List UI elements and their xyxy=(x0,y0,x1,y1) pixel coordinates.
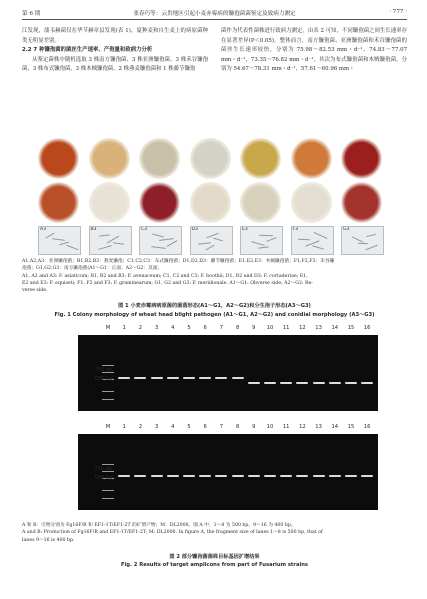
note-line: A and B: Production of Fg16F/R and EF1-1T/EF1-2T; M: DL2000. In figure A, the fragment size of lanes 1～8 is 500 bp, that of xyxy=(22,530,323,536)
panel-label: E3 xyxy=(242,227,248,232)
lane-label: 6 xyxy=(203,424,207,430)
panel-label: A2 xyxy=(35,180,43,186)
panel-label: F3 xyxy=(292,227,298,232)
amplicon-band xyxy=(167,377,179,379)
lane-label: 9 xyxy=(252,424,256,430)
figure-1-colony-panels xyxy=(35,136,390,254)
ladder-band xyxy=(102,498,114,499)
panel-label: A1 xyxy=(35,136,43,142)
note-line: A 和 B：引物分别为 Fg16F/R 和 EF1-1T/EF1-2T 的扩增产物；M：DL2000。图 A 中，1～8 为 500 bp，9～16 为 400 bp。 xyxy=(22,523,296,528)
gel-a-marker-750: 750 bp xyxy=(94,367,112,373)
lane-label: 12 xyxy=(299,325,306,331)
figure-1-note xyxy=(22,258,407,294)
conidia-micrograph xyxy=(89,226,132,255)
amplicon-band xyxy=(134,475,146,477)
lane-label: 1 xyxy=(122,424,126,430)
ladder-band xyxy=(102,391,114,392)
body-column-right xyxy=(221,27,407,75)
lane-label: 12 xyxy=(299,424,306,430)
lane-label: 5 xyxy=(187,424,191,430)
amplicon-band xyxy=(264,475,276,477)
gel-b-lane-labels xyxy=(78,424,378,432)
conidium xyxy=(365,245,378,251)
panel-label: E2 xyxy=(237,180,244,186)
conidium xyxy=(266,237,277,242)
colony-dish xyxy=(136,180,180,223)
ladder-band xyxy=(102,490,114,491)
amplicon-band xyxy=(232,475,244,477)
lane-label: 7 xyxy=(219,325,224,331)
lane-label: 11 xyxy=(282,325,290,331)
panel-label: B2 xyxy=(85,180,93,186)
amplicon-band xyxy=(118,475,130,477)
gel-b-image xyxy=(78,434,378,510)
conidia-micrograph xyxy=(240,226,283,255)
panel-label: G3 xyxy=(343,227,350,232)
lane-label: 14 xyxy=(331,325,339,331)
amplicon-band xyxy=(280,475,292,477)
colony-dish xyxy=(186,180,231,223)
amplicon-band xyxy=(313,475,325,477)
conidia-micrograph xyxy=(341,226,384,255)
panel-label: F1 xyxy=(287,136,295,142)
amplicon-band xyxy=(296,475,308,477)
lane-label: 3 xyxy=(154,325,159,331)
colony-dish xyxy=(338,136,382,179)
conidia-micrograph xyxy=(190,226,233,255)
conidium xyxy=(159,238,174,241)
amplicon-band xyxy=(199,377,211,379)
note-line: E2 and E3: F. equiseti; F1, F2 and F3: F. graminearum; G1, G2 and G3: F. meridionale. A1～G1: Obverse side; A2～G2: Re- xyxy=(22,280,313,286)
amplicon-band xyxy=(167,475,179,477)
colony-dish xyxy=(35,136,79,179)
amplicon-band xyxy=(296,382,308,384)
panel-label: E1 xyxy=(237,136,244,142)
amplicon-band xyxy=(345,475,357,477)
lane-label-marker: M xyxy=(105,325,111,331)
amplicon-band xyxy=(361,475,373,477)
conidium xyxy=(259,235,273,237)
figure-2-note xyxy=(22,522,407,544)
figure-2-caption-en: Fig. 2 Results of target amplicons from part of Fusarium strains xyxy=(120,562,309,568)
conidium xyxy=(297,239,309,241)
page-number: · 777 · xyxy=(389,9,407,15)
conidia-micrograph xyxy=(139,226,182,255)
paragraph: 菌作为代表性菌株进行致病力测定。由表 2 可知，不同镰孢菌之间生长速率存在显著差异(P＜0.05)。整体而言，南方镰孢菌、亚洲镰孢菌和禾谷镰孢菌的菌丝生长速率较快，分别为 75.98～82.53 mm・d⁻¹、74.83～77.07 mm・d⁻¹、73.35～76.82 mm・d⁻¹，其次为布式镰孢菌和木贼镰孢菌，分别为 54.67～78.31 mm・d⁻¹、57.61～60.96 mm・ xyxy=(221,28,407,73)
lane-label: 9 xyxy=(252,325,256,331)
figure-1-caption-en: Fig. 1 Colony morphology of wheat head blight pathogen (A1～G1, A2～G2) and conidial morphology (A3～G3) xyxy=(54,312,375,318)
lane-label: 3 xyxy=(154,424,159,430)
gel-a-marker-500: 500 bp xyxy=(94,376,112,382)
panel-label: D2 xyxy=(186,180,195,186)
colony-dish xyxy=(287,136,332,179)
lane-label: 4 xyxy=(171,424,175,430)
panel-label: D1 xyxy=(186,136,195,142)
amplicon-band xyxy=(151,475,163,477)
conidium xyxy=(313,232,327,239)
lane-label: 16 xyxy=(363,424,371,430)
colony-dish xyxy=(85,180,130,223)
gel-b-marker-500: 500 bp xyxy=(94,475,112,481)
panel-label: B1 xyxy=(85,136,93,142)
amplicon-band xyxy=(248,475,260,477)
lane-label: 7 xyxy=(219,424,224,430)
colony-dish xyxy=(136,136,180,179)
amplicon-band xyxy=(199,475,211,477)
amplicon-band xyxy=(329,475,341,477)
lane-label: 4 xyxy=(171,325,175,331)
conidium xyxy=(167,240,178,247)
conidium xyxy=(213,238,223,242)
gel-a-lane-labels xyxy=(78,325,378,333)
running-header xyxy=(22,9,407,20)
lane-label: 13 xyxy=(315,424,322,430)
gel-a-image xyxy=(78,335,378,411)
lane-label: 2 xyxy=(138,424,143,430)
paragraph: 江发现，蒲韦赫菌仅在华节赫章县发现(表 1)，夏种麦和自生麦上的病原菌种类无明显差别。 xyxy=(22,28,208,44)
lane-label: 13 xyxy=(315,325,322,331)
conidium xyxy=(66,245,79,251)
figure-1-caption-cn: 图 1 小麦赤霉病病原菌的菌落形态(A1～G1，A2～G2)和分生孢子形态(A3～G3) xyxy=(118,303,311,309)
lane-label: 16 xyxy=(363,325,371,331)
lane-label: 15 xyxy=(347,424,355,430)
lane-label: 10 xyxy=(266,424,274,430)
conidium xyxy=(98,234,109,237)
ladder-band xyxy=(102,399,114,400)
panel-label: B3 xyxy=(90,227,97,232)
lane-label: 15 xyxy=(347,325,355,331)
amplicon-band xyxy=(118,377,130,379)
paragraph: 从鉴定菌株中随机选取 3 株南方镰孢菌、3 株亚洲镰孢菌、3 株禾谷镰孢菌、3 株布式镰孢菌、3 株木贼镰孢菌、2 株燕麦镰孢菌和 1 株藤节镰孢 xyxy=(22,56,208,73)
gel-a xyxy=(78,325,378,415)
conidia-micrograph xyxy=(38,226,81,255)
note-line: 孢菌；G1,G2,G3：南方镰孢菌(A1～G1：正面；A2～G2：反面。 xyxy=(22,266,163,272)
amplicon-band xyxy=(151,377,163,379)
gel-b-marker-750: 750 bp xyxy=(94,466,112,472)
note-line: A1,A2,A3：亚洲镰孢菌；B1,B2,B3：燕麦镰孢；C1,C2,C3：布式镰孢菌；D1,D2,D3：藤节镰孢菌；E1,E2,E3：木贼镰孢菌；F1,F2,F3：禾谷镰 xyxy=(22,259,335,264)
panel-label: G2 xyxy=(338,180,346,186)
panel-label: D3 xyxy=(191,227,198,232)
conidium xyxy=(205,245,214,251)
colony-dish xyxy=(237,180,281,223)
figure-2-caption-cn: 图 2 部分镰孢菌菌株目标基因扩增结果 xyxy=(169,554,260,560)
colony-dish xyxy=(85,136,130,179)
colony-dish xyxy=(338,180,382,223)
lane-label: 6 xyxy=(203,325,207,331)
lane-label: 5 xyxy=(187,325,191,331)
note-line: A1, A2 and A3: F. asiaticum; B1, B2 and B3: F. avenaceum; C1, C2 and C3: F. boothii; D1, D2 and D3: F. cortaderiae; E1, xyxy=(22,273,308,279)
lane-label-marker: M xyxy=(105,424,111,430)
conidium xyxy=(151,246,166,249)
lane-label: 8 xyxy=(235,424,240,430)
amplicon-band xyxy=(134,377,146,379)
section-heading: 2.2 7 种镰孢菌的菌丝生产速率、产孢量和致病力分析 xyxy=(22,47,153,54)
note-line: verse side. xyxy=(22,288,48,294)
panel-label: A3 xyxy=(40,227,46,232)
conidium xyxy=(98,245,112,250)
amplicon-band xyxy=(232,377,244,379)
lane-label: 10 xyxy=(266,325,274,331)
panel-label: C2 xyxy=(136,180,144,186)
lane-label: 14 xyxy=(331,424,339,430)
conidium xyxy=(152,233,164,237)
amplicon-band xyxy=(264,382,276,384)
conidium xyxy=(52,238,65,241)
body-column-left xyxy=(22,27,208,75)
conidium xyxy=(197,242,210,245)
amplicon-band xyxy=(215,475,227,477)
amplicon-band xyxy=(183,377,195,379)
panel-label: F2 xyxy=(287,180,295,186)
gel-b xyxy=(78,424,378,514)
amplicon-band xyxy=(183,475,195,477)
lane-label: 11 xyxy=(282,424,290,430)
conidium xyxy=(112,242,123,245)
running-title: 张春巧等：云贵地区引起小麦赤霉病的镰孢菌菌鉴定及致病力测定 xyxy=(133,11,296,17)
panel-label: G1 xyxy=(338,136,346,142)
colony-dish xyxy=(287,180,332,223)
issue-number: 第 6 期 xyxy=(22,11,41,17)
colony-dish xyxy=(35,180,79,223)
amplicon-band xyxy=(280,382,292,384)
lane-label: 2 xyxy=(138,325,143,331)
amplicon-band xyxy=(248,382,260,384)
lane-label: 1 xyxy=(122,325,126,331)
conidium xyxy=(358,243,368,245)
panel-label: C1 xyxy=(136,136,144,142)
amplicon-band xyxy=(361,382,373,384)
conidium xyxy=(251,241,265,246)
conidia-micrograph xyxy=(291,226,334,255)
conidium xyxy=(312,245,324,249)
amplicon-band xyxy=(313,382,325,384)
amplicon-band xyxy=(215,377,227,379)
colony-dish xyxy=(186,136,231,179)
conidium xyxy=(258,246,269,249)
colony-dish xyxy=(237,136,281,179)
conidium xyxy=(366,234,376,237)
amplicon-band xyxy=(329,382,341,384)
panel-label: C3 xyxy=(141,227,148,232)
lane-label: 8 xyxy=(235,325,240,331)
note-line: lanes 9～16 is 400 bp. xyxy=(22,537,75,543)
amplicon-band xyxy=(345,382,357,384)
